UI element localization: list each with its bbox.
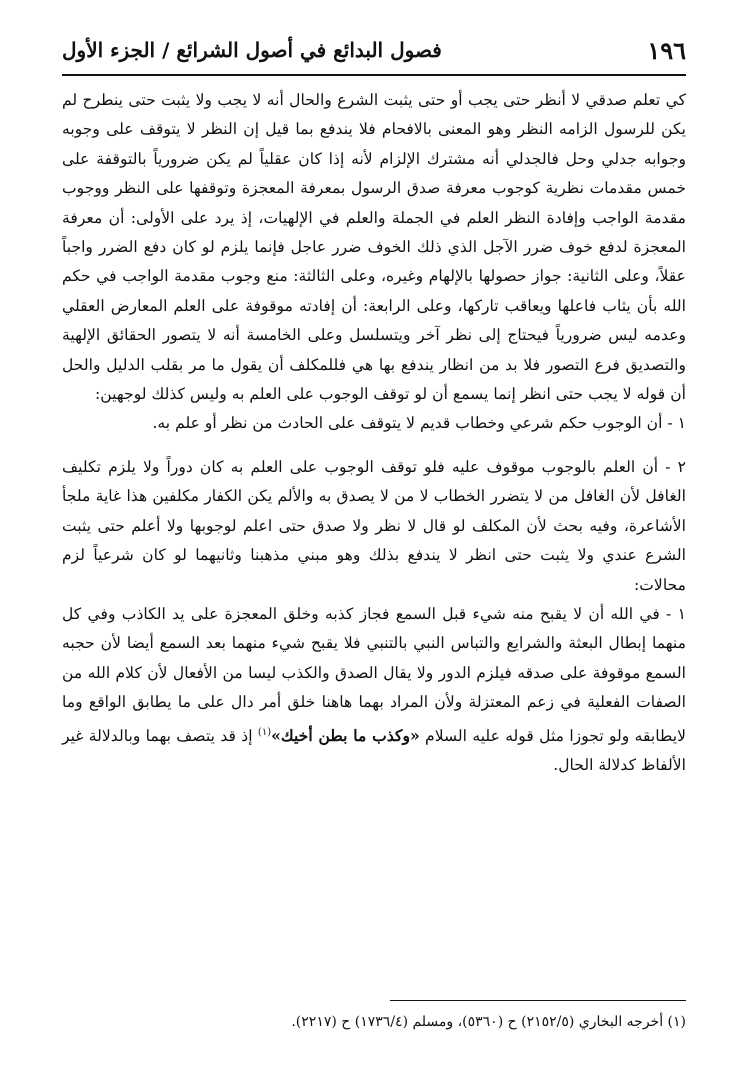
footnote-reference: (١) (257, 726, 272, 738)
footnote: (١) أخرجه البخاري (٢١٥٢/٥) ح (٥٣٦٠)، ومسلم (١٧٣٦/٤) ح (٢٢١٧). (291, 1014, 686, 1030)
header-rule (62, 74, 686, 76)
body-text (62, 86, 686, 781)
running-title: فصول البدائع في أصول الشرائع / الجزء الأول (62, 38, 442, 62)
paragraph-2: ١ - أن الوجوب حكم شرعي وخطاب قديم لا يتوقف على الحادث من نظر أو علم به. (152, 414, 686, 433)
paragraph-4-text: ١ - في الله أن لا يقبح منه شيء قبل السمع فجاز كذبه وخلق المعجزة على يد الكاذب وفي كل منهما إبطال البعثة والشرايع والتباس النبي بالتنبي فلا يقبح شيء منهما بعد السمع أيضا لأن حجبه السمع موقوفة على صدقه فيلزم الدور ولا يقال الصدق والكذب ليسا من الأفعال لأن كلام الله من الصفات الفعلية في زعم المعتزلة ولأن المراد بهما هاهنا خلق أمر دال على ما يطابق الواقع وما لايطابقه ولو تجوزا مثل قوله عليه السلام (62, 604, 687, 745)
paragraph-4-tail: إذ قد يتصف بهما وبالدلالة غير الألفاظ كدلالة الحال. (62, 726, 686, 775)
page-number: ١٩٦ (647, 35, 686, 65)
hadith-quote: «وكذب ما بطن أخيك» (271, 725, 420, 745)
paragraph-1: كي تعلم صدقي لا أنظر حتى يجب أو حتى يثبت الشرع والحال أنه لا يجب ولا يثبت حتى ينطرح لم يكن للرسول الزامه النظر وهو المعنى بالافحام فلا يندفع بما قيل إن النظر لا يتوقف على وجوبه وجوابه جدلي وحل فالجدلي أنه مشترك الإلزام لأنه إذا كان عقلياً لم يكن ضرورياً بالتوقفة على خمس مقدمات نظرية كوجوب معرفة صدق الرسول بمعرفة المعجزة وتوقفها على النظر ووجوب مقدمة الواجب وإفادة النظر العلم في الجملة والعلم في الإلهيات، إذ يرد على الأولى: أن معرفة المعجزة لدفع خوف ضرر الآجل الذي ذلك الخوف ضرر عاجل فإنما يلزم لو كان دفع الضرر واجباً عقلاً، وعلى الثانية: جواز حصولها بالإلهام وغيره، وعلى الثالثة: منع وجوب مقدمة الواجب في حكم الله بأن يثاب فاعلها ويعاقب تاركها، وعلى الرابعة: أن إفادته موقوفة على العلم المعارض العقلي وعدمه ليس ضرورياً فيحتاج إلى نظر آخر ويتسلسل وعلى الخامسة أنه لا يتصور الحقائق الإلهية والتصديق فرع التصور فلا بد من انظار يندفع بها هي فللمكلف أن يقول ما مر بقلب الدليل والحل أن قوله لا يجب حتى انظر إنما يسمع أن لو توقف الوجوب على العلم به وليس كذلك لوجهين: (62, 91, 686, 404)
page-header (62, 30, 686, 70)
footnote-rule (390, 1000, 686, 1001)
paragraph-4 (62, 600, 686, 781)
paragraph-3: ٢ - أن العلم بالوجوب موقوف عليه فلو توقف الوجوب على العلم به كان دوراً ولا يلزم تكليف الغافل لأن الغافل من لا يتضرر الخطاب لا من لا يصدق به والألم يكن الكفار مكلفين هذا غاية ملجأ الأشاعرة، وفيه بحث لأن المكلف لو قال لا نظر ولا صدق حتى اعلم لوجوبها ولا أعلم حتى يثبت الشرع عندي ولا يثبت حتى انظر لا يندفع بذلك وهو مبني مذهبنا وثانيهما لو كان شرعياً لزم محالات: (62, 457, 686, 594)
